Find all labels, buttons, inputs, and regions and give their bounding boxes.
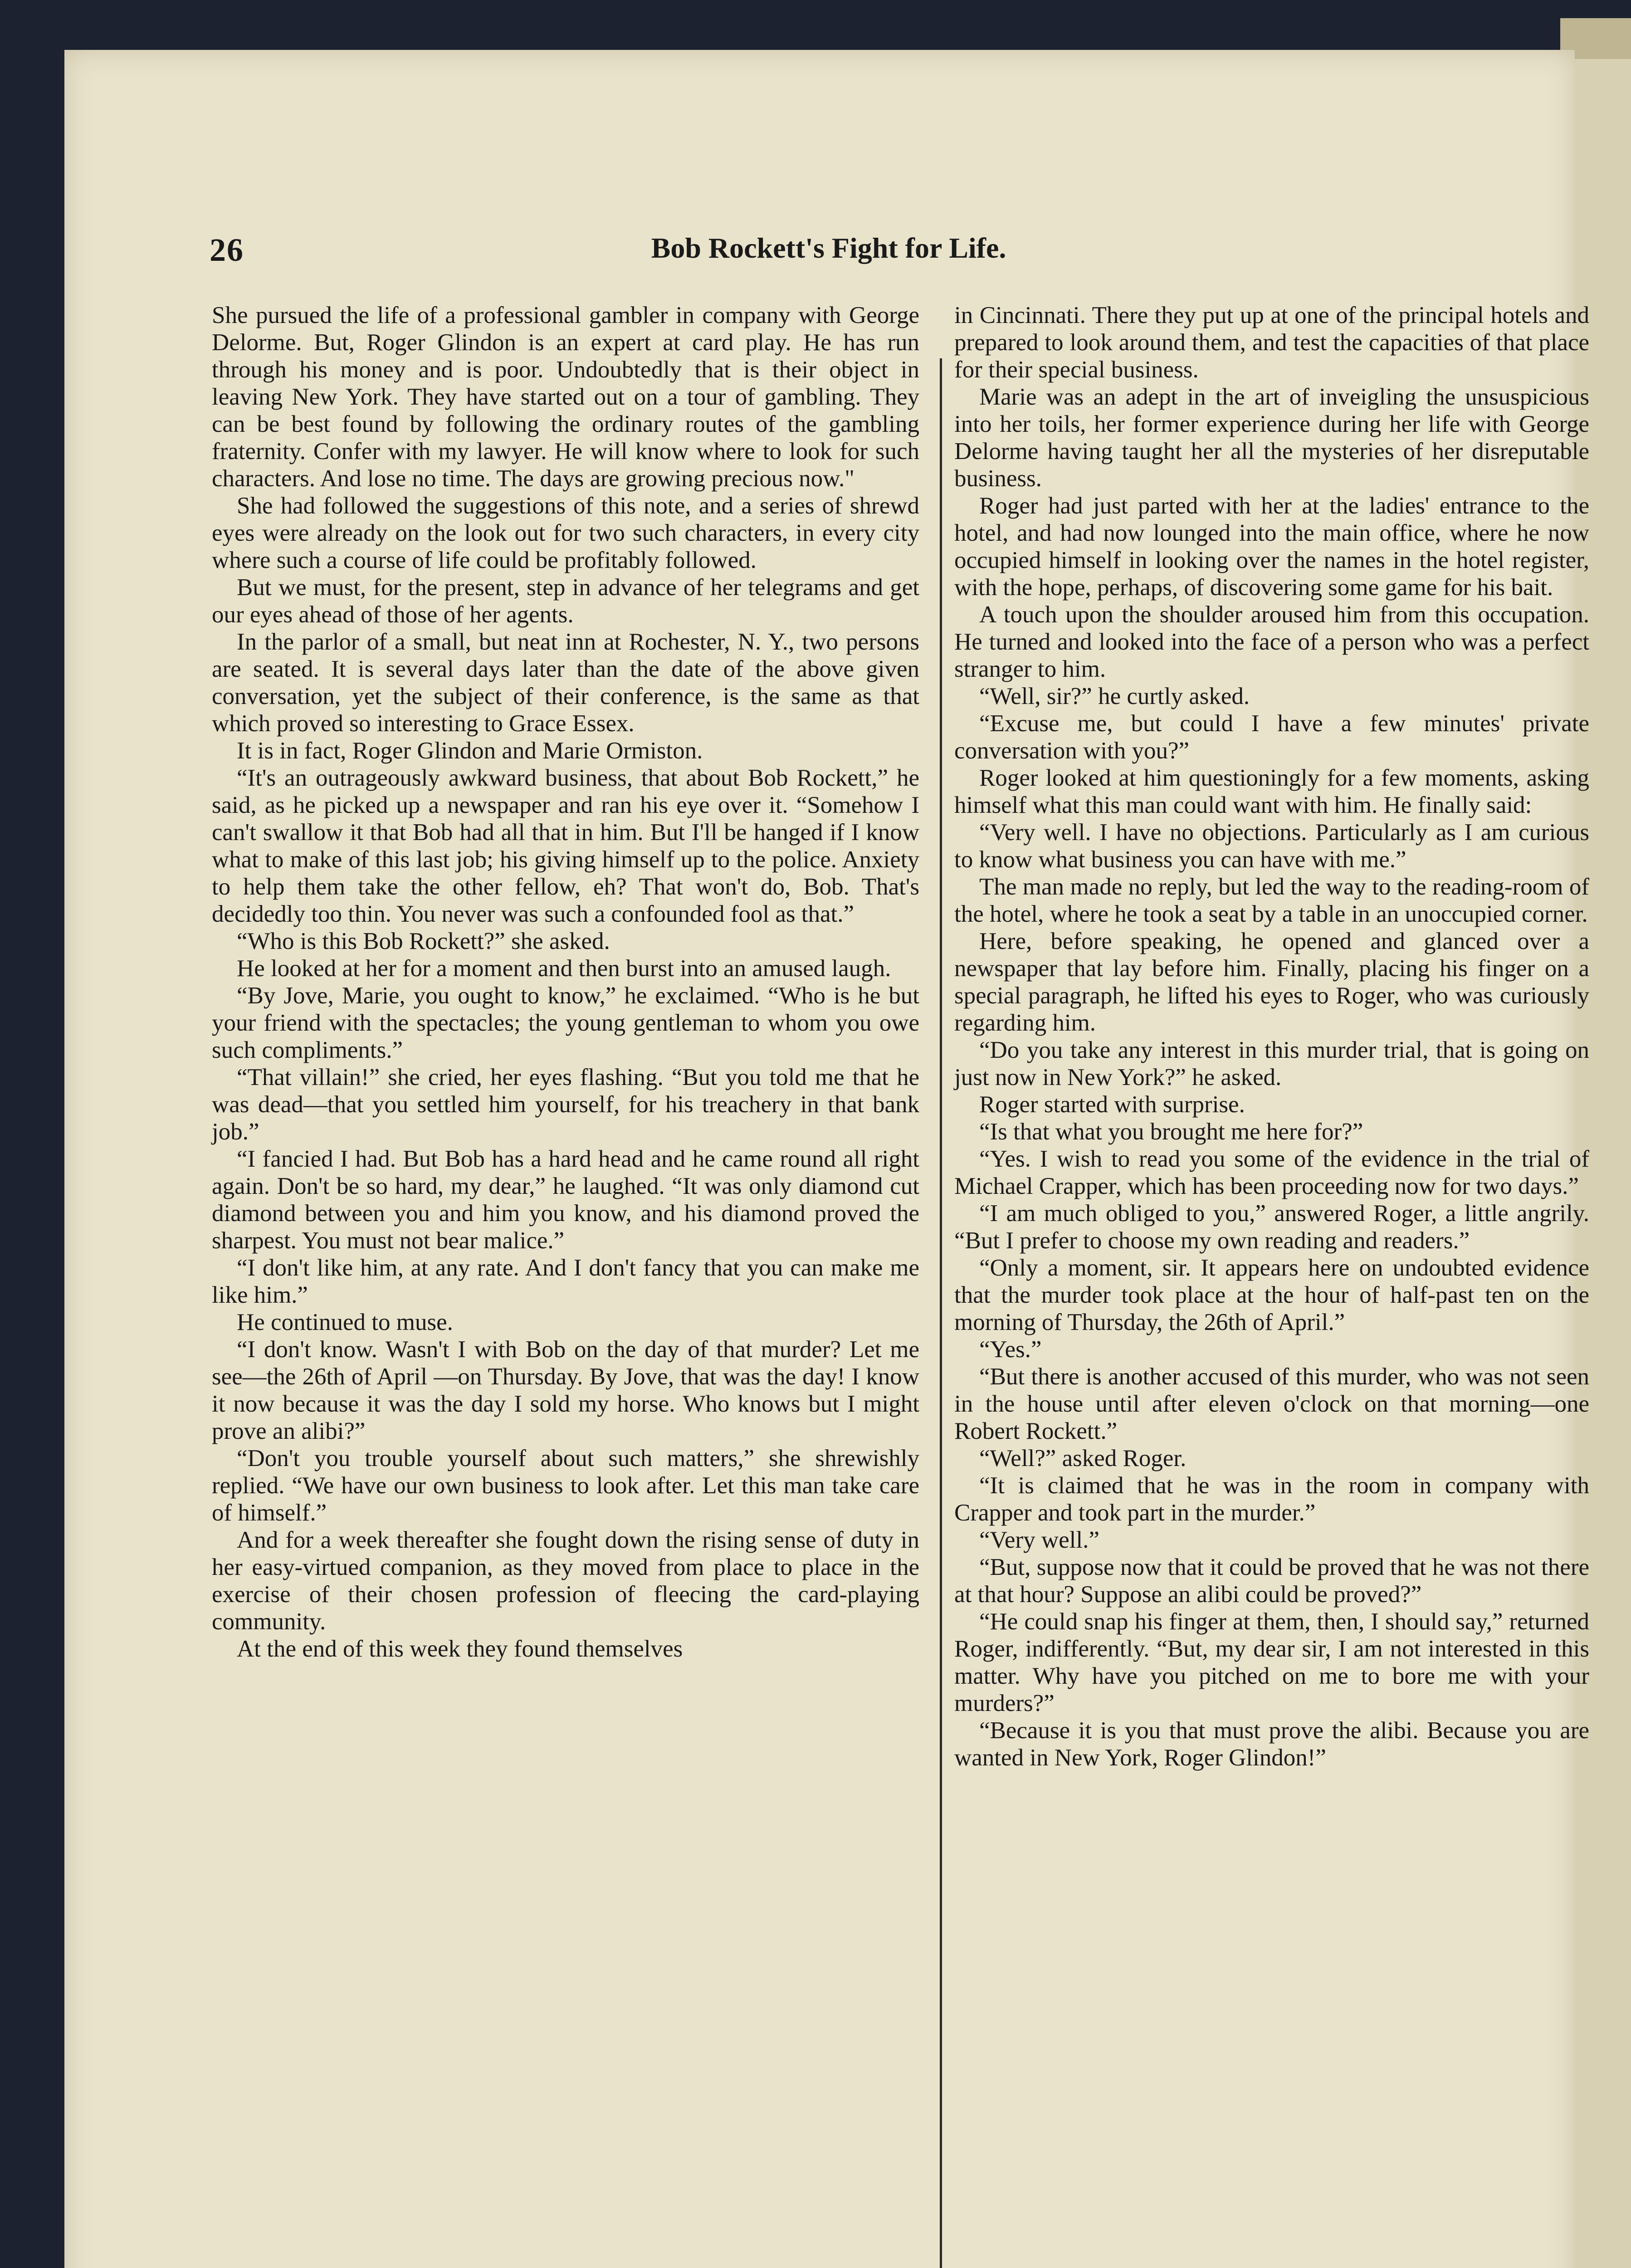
paragraph: Here, before speaking, he opened and glanced over a newspaper that lay before him. Finally, placing his finger on a special paragraph, he lifted his eyes to Roger, who was curiously regarding him. [954,928,1589,1036]
paragraph: She had followed the suggestions of this note, and a series of shrewd eyes were already on the look out for two such characters, in every city where such a course of life could be profitably followed. [212,493,919,573]
magazine-page [64,50,1589,2268]
paragraph: “Yes. I wish to read you some of the evidence in the trial of Michael Crapper, which has been proceeding now for two days.” [954,1146,1589,1199]
text-column-left [212,302,919,2268]
paragraph: Roger looked at him questioningly for a few moments, asking himself what this man could want with him. He finally said: [954,765,1589,818]
paragraph: A touch upon the shoulder aroused him from this occupation. He turned and looked into the face of a person who was a perfect stranger to him. [954,601,1589,682]
paragraph: “I don't know. Wasn't I with Bob on the day of that murder? Let me see—the 26th of April —on Thursday. By Jove, that was the day! I know it now because it was the day I sold my horse. Who knows but I might prove an alibi?” [212,1336,919,1444]
paragraph: Roger had just parted with her at the ladies' entrance to the hotel, and had now lounged into the main office, where he now occupied himself in looking over the names in the hotel register, with the hope, perhaps, of discovering some game for his bait. [954,493,1589,601]
paragraph: “He could snap his finger at them, then, I should say,” returned Roger, indifferently. “But, my dear sir, I am not interested in this matter. Why have you pitched on me to bore me with your murders?” [954,1608,1589,1716]
paragraph: “Well, sir?” he curtly asked. [979,683,1250,709]
paragraph: “Only a moment, sir. It appears here on undoubted evidence that the murder took place at the hour of half-past ten on the morning of Thursday, the 26th of April.” [954,1255,1589,1335]
paragraph: “I fancied I had. But Bob has a hard head and he came round all right again. Don't be so hard, my dear,” he laughed. “It was only diamond cut diamond between you and him you know, and his diamond proved the sharpest. You must not bear malice.” [212,1146,919,1254]
paragraph: At the end of this week they found themselves [237,1636,683,1662]
paragraph: “By Jove, Marie, you ought to know,” he exclaimed. “Who is he but your friend with the spectacles; the young gentleman to whom you owe such compliments.” [212,982,919,1063]
paragraph: Marie was an adept in the art of inveigling the unsuspicious into her toils, her former experience during her life with George Delorme having taught her all the mysteries of her disreputable business. [954,384,1589,492]
paragraph: “Because it is you that must prove the alibi. Because you are wanted in New York, Roger Glindon!” [954,1717,1589,1771]
paragraph: “I am much obliged to you,” answered Roger, a little angrily. “But I prefer to choose my own reading and readers.” [954,1200,1589,1254]
paragraph: in Cincinnati. There they put up at one of the principal hotels and prepared to look around them, and test the capacities of that place for their special business. [954,302,1589,383]
text-column-right [954,302,1589,2268]
paragraph: He looked at her for a moment and then burst into an amused laugh. [237,955,891,982]
column-divider [940,358,942,2268]
paragraph: And for a week thereafter she fought down the rising sense of duty in her easy-virtued companion, as they moved from place to place in the exercise of their chosen profession of fleecing the card-playing community. [212,1527,919,1635]
paragraph: “Very well. I have no objections. Particularly as I am curious to know what business you can have with me.” [954,819,1589,873]
paragraph: “It's an outrageously awkward business, that about Bob Rockett,” he said, as he picked up a newspaper and ran his eye over it. “Somehow I can't swallow it that Bob had all that in him. But I'll be hanged if I know what to make of this last job; his giving himself up to the police. Anxiety to help them take the other fellow, eh? That won't do, Bob. That's decidedly too thin. You never was such a confounded fool as that.” [212,765,919,927]
paragraph: “Well?” asked Roger. [979,1445,1187,1471]
paragraph: In the parlor of a small, but neat inn at Rochester, N. Y., two persons are seated. It is several days later than the date of the above given conversation, yet the subject of their conference, is the same as that which proved so interesting to Grace Essex. [212,629,919,737]
paragraph: “That villain!” she cried, her eyes flashing. “But you told me that he was dead—that you settled him yourself, for his treachery in that bank job.” [212,1064,919,1145]
paragraph: “Who is this Bob Rockett?” she asked. [237,928,610,954]
paragraph: “Very well.” [979,1527,1099,1553]
paragraph: “It is claimed that he was in the room in company with Crapper and took part in the murder.” [954,1472,1589,1526]
paragraph: The man made no reply, but led the way to the reading-room of the hotel, where he took a seat by a table in an unoccupied corner. [954,874,1589,927]
paragraph: “Excuse me, but could I have a few minutes' private conversation with you?” [954,710,1589,764]
paragraph: It is in fact, Roger Glindon and Marie Ormiston. [237,738,703,764]
paragraph: “I don't like him, at any rate. And I don't fancy that you can make me like him.” [212,1255,919,1308]
page-header [210,231,1448,272]
paragraph: “But there is another accused of this murder, who was not seen in the house until after eleven o'clock on that morning—one Robert Rockett.” [954,1364,1589,1444]
running-title: Bob Rockett's Fight for Life. [651,232,1006,264]
paragraph: “Don't you trouble yourself about such matters,” she shrewishly replied. “We have our own business to look after. Let this man take care of himself.” [212,1445,919,1526]
paragraph: “Yes.” [979,1336,1042,1363]
paragraph: He continued to muse. [237,1309,453,1335]
paragraph: “Do you take any interest in this murder trial, that is going on just now in New York?” he asked. [954,1037,1589,1090]
paragraph: But we must, for the present, step in advance of her telegrams and get our eyes ahead of those of her agents. [212,574,919,628]
paragraph: “But, suppose now that it could be proved that he was not there at that hour? Suppose an alibi could be proved?” [954,1554,1589,1608]
paragraph: She pursued the life of a professional gambler in company with George Delorme. But, Roger Glindon is an expert at card play. He has run through his money and is poor. Undoubtedly that is their object in leaving New York. They have started out on a tour of gambling. They can be best found by following the ordinary routes of the gambling fraternity. Confer with my lawyer. He will know where to look for such characters. And lose no time. The days are growing precious now." [212,302,919,492]
paragraph: Roger started with surprise. [979,1091,1245,1118]
page-number: 26 [210,232,244,268]
paragraph: “Is that what you brought me here for?” [979,1119,1363,1145]
